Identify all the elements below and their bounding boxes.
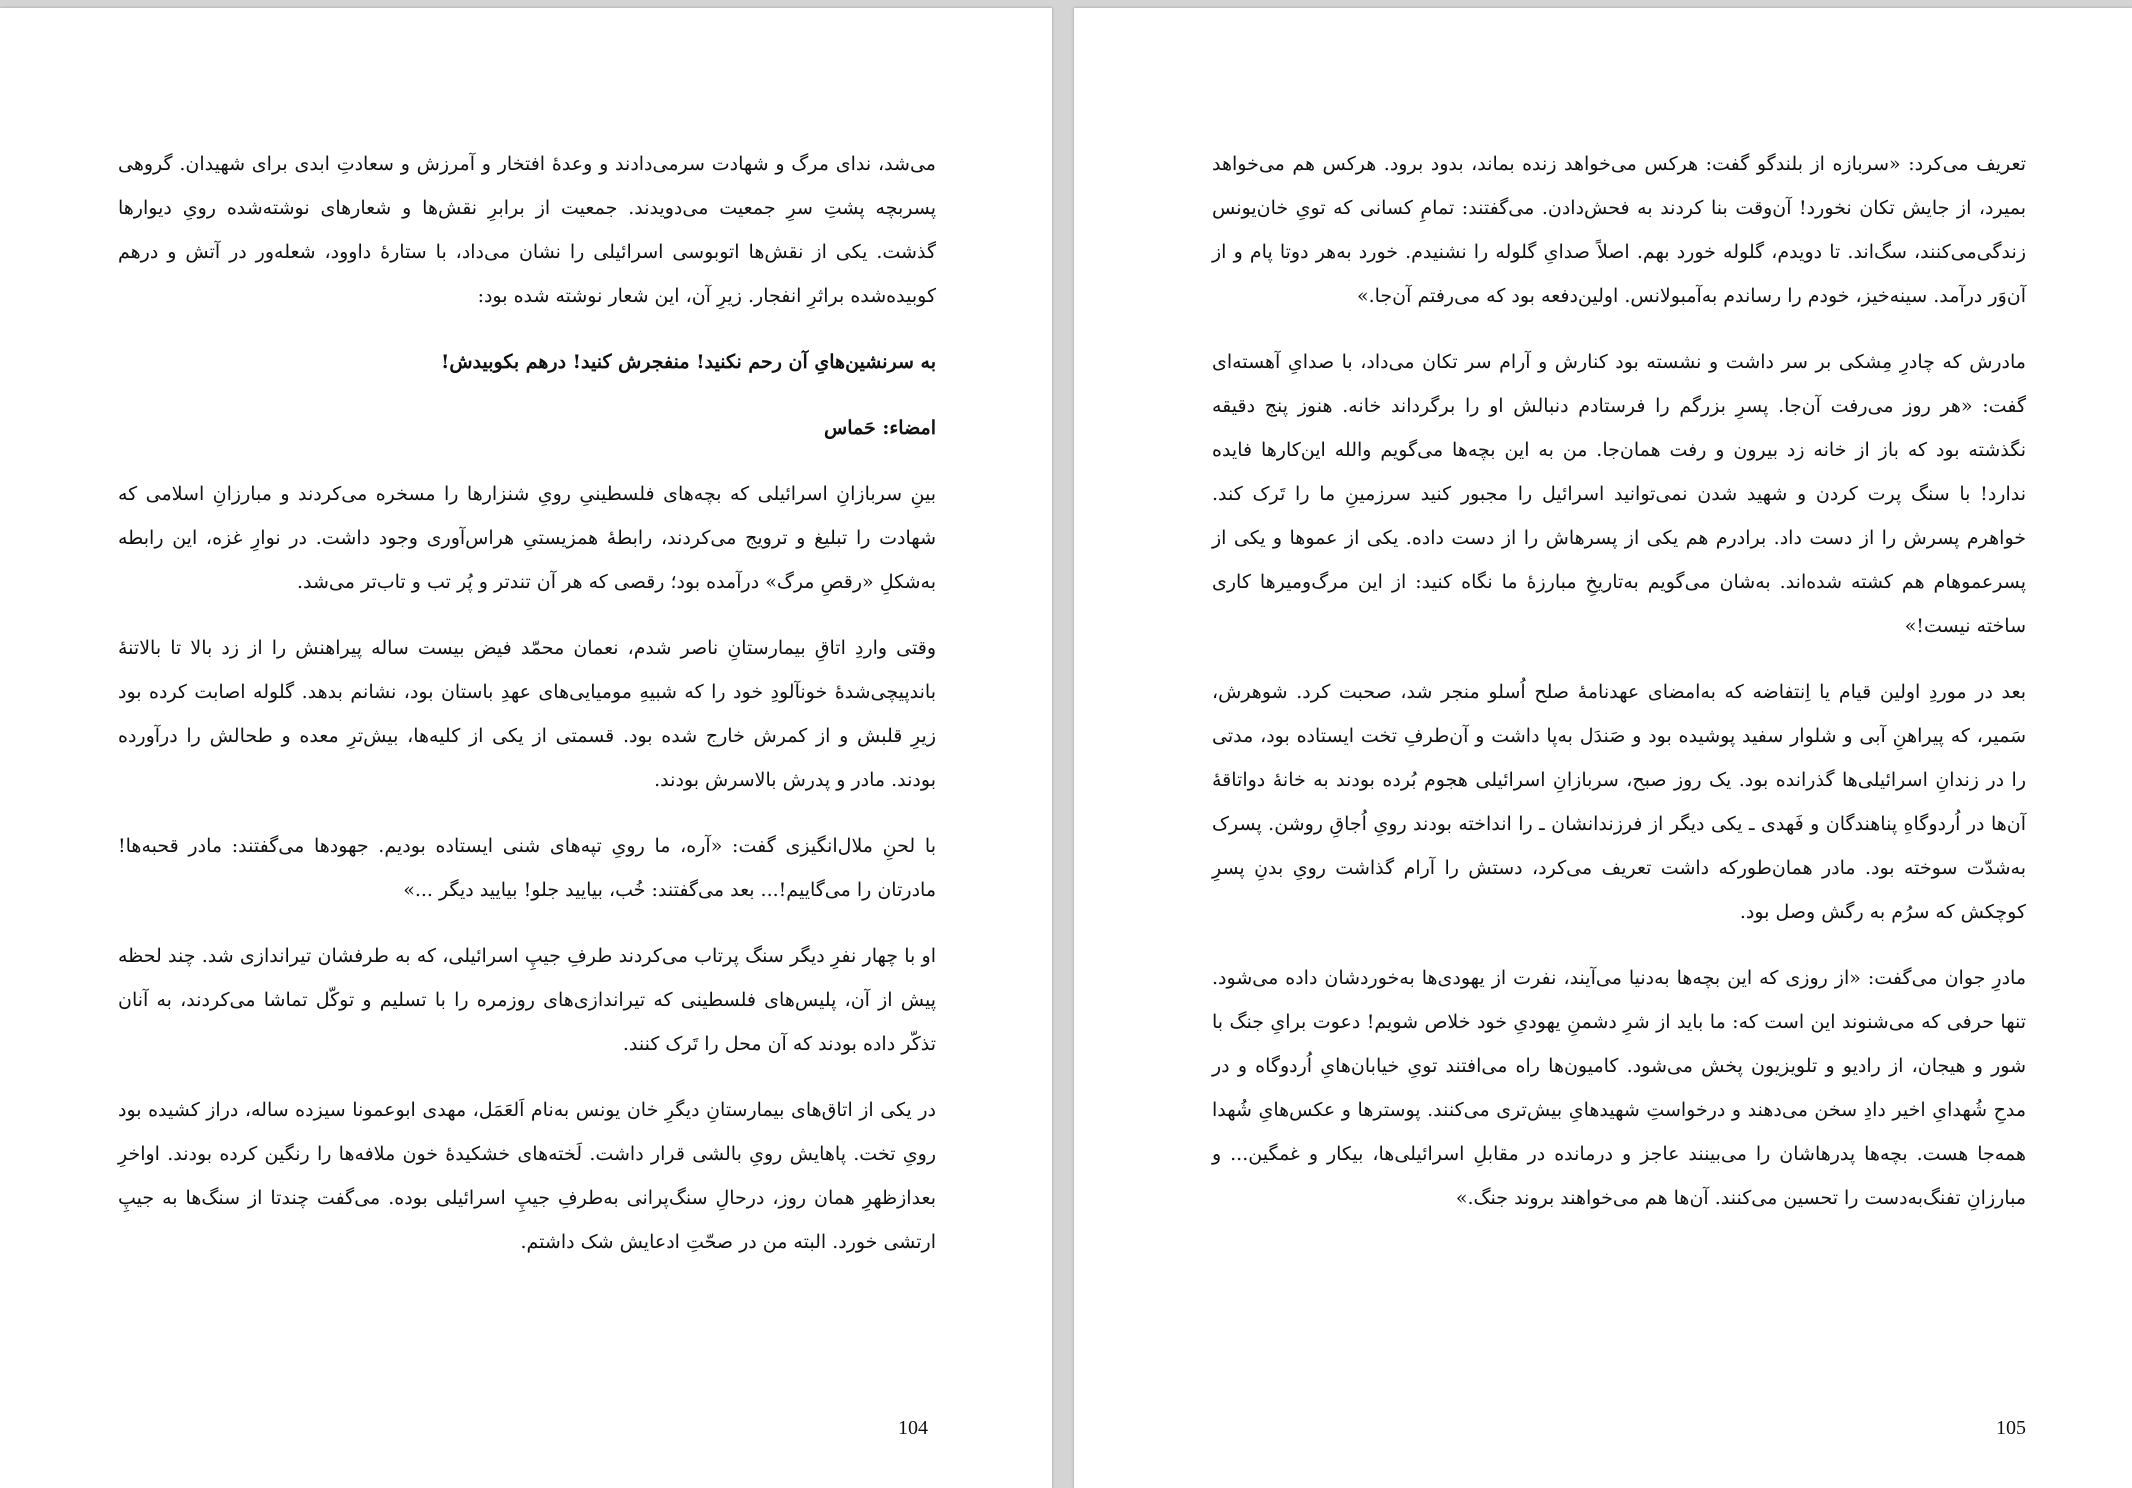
left-paragraph-4: با لحنِ ملال‌انگیزی گفت: «آره، ما رویِ تپه‌های شنی ایستاده بودیم. جهودها می‌گفتند: مادر قحبه‌ها! مادرتان را می‌گاییم!... بعد می‌گفتند: خُب، بیایید جلو! بیایید دیگر ...» xyxy=(118,835,936,901)
right-page-text xyxy=(1212,142,2026,1242)
right-paragraph-3: بعد در موردِ اولین قیام یا اِنتفاضه که به‌امضای عهدنامهٔ صلح اُسلو منجر شد، صحبت کرد. شوهرش، سَمیر، که پیراهنِ آبی و شلوار سفید پوشیده بود و صَندَل به‌پا داشت و آن‌طرفِ تخت ایستاده بود، مدتی را در زندانِ اسرائیلی‌ها گذرانده بود. یک روز صبح، سربازانِ اسرائیلی هجوم بُرده بودند به خانهٔ دواتاقهٔ آن‌ها در اُردوگاهِ پناهندگان و فَهدی ـ یکی دیگر از فرزندانشان ـ را انداخته بودند رویِ اُجاقِ روشن. پسرک به‌شدّت سوخته بود. مادر همان‌طورکه داشت تعریف می‌کرد، دستش را آرام گذاشت رویِ بدنِ پسرِ کوچکش که سرُم به رگش وصل بود. xyxy=(1212,681,2026,923)
page-number-right: 105 xyxy=(1996,1417,2026,1439)
slogan-line: به سرنشین‌هایِ آن رحم نکنید! منفجرش کنید! درهم بکوبیدش! xyxy=(441,351,936,373)
left-paragraph-1: می‌شد، ندای مرگ و شهادت سرمی‌دادند و وعدهٔ افتخار و آمرزش و سعادتِ ابدی برای شهیدان. گروهی پسربچه پشتِ سرِ جمعیت می‌دویدند. جمعیت از برابرِ نقش‌ها و شعارهای نوشته‌شده رویِ دیوارها گذشت. یکی از نقش‌ها اتوبوسی اسرائیلی را نشان می‌داد، با ستارهٔ داوود، شعله‌ور در آتش و درهم کوبیده‌شده براثرِ انفجار. زیرِ آن، این شعار نوشته شده بود: xyxy=(118,153,936,307)
left-page-text xyxy=(118,142,936,1286)
left-paragraph-6: در یکی از اتاق‌های بیمارستانِ دیگرِ خان یونس به‌نام اَلعَمَل، مهدی ابوعمونا سیزده ساله، دراز کشیده بود رویِ تخت. پاهایش رویِ بالشی قرار داشت. لَخته‌های خشکیدهٔ خون ملافه‌ها را رنگین کرده بودند. اواخرِ بعدازظهرِ همان روز، درحالِ سنگ‌پرانی به‌طرفِ جیپِ اسرائیلی بوده. می‌گفت چندتا از سنگ‌ها به جیپِ ارتشی خورد. البته من در صحّتِ ادعایش شک داشتم. xyxy=(118,1099,936,1253)
signature-line: امضاء: حَماس xyxy=(824,417,936,439)
right-paragraph-1: تعریف می‌کرد: «سربازه از بلندگو گفت: هرکس می‌خواهد زنده بماند، بدود برود. هرکس هم می‌خواهد بمیرد، از جایش تکان نخورد! آن‌وقت بنا کردند به فحش‌دادن. می‌گفتند: تمامِ کسانی که تویِ خان‌یونس زندگی‌می‌کنند، سگ‌اند. تا دویدم، گلوله خورد بهم. اصلاً صدایِ گلوله را نشنیدم. خورد به‌هر دوتا پام و از آن‌وَر درآمد. سینه‌خیز، خودم را رساندم به‌آمبولانس. اولین‌دفعه بود که می‌رفتم آن‌جا.» xyxy=(1212,153,2026,307)
left-page xyxy=(0,8,1052,1488)
right-page xyxy=(1074,8,2132,1488)
left-paragraph-2: بینِ سربازانِ اسرائیلی که بچه‌های فلسطینیِ رویِ شنزارها را مسخره می‌کردند و مبارزانِ اسلامی که شهادت را تبلیغ و ترویج می‌کردند، رابطهٔ همزیستیِ هراس‌آوری وجود داشت. در نوارِ غزه، این رابطه به‌شکلِ «رقصِ مرگ» درآمده بود؛ رقصی که هر آن تندتر و پُر تب و تاب‌تر می‌شد. xyxy=(118,483,936,593)
right-paragraph-4: مادرِ جوان می‌گفت: «از روزی که این بچه‌ها به‌دنیا می‌آیند، نفرت از یهودی‌ها به‌خوردشان داده می‌شود. تنها حرفی که می‌شنوند این است که: ما باید از شرِ دشمنِ یهودیِ خود خلاص شویم! دعوت برایِ جنگ با شور و هیجان، از رادیو و تلویزیون پخش می‌شود. کامیون‌ها راه می‌افتند تویِ خیابان‌هایِ اُردوگاه و در مدحِ شُهدایِ اخیر دادِ سخن می‌دهند و درخواستِ شهیدهایِ بیش‌تری می‌کنند. پوسترها و عکس‌هایِ شُهدا همه‌جا هست. بچه‌ها پدرهاشان را می‌بینند عاجز و درمانده در مقابلِ اسرائیلی‌ها، بیکار و غمگین... و مبارزانِ تفنگ‌به‌دست را تحسین می‌کنند. آن‌ها هم می‌خواهند بروند جنگ.» xyxy=(1212,967,2026,1209)
left-paragraph-3: وقتی واردِ اتاقِ بیمارستانِ ناصر شدم، نعمان محمّد فیض بیست ساله پیراهنش را از زد بالا تا بالاتنهٔ باندپیچی‌شدهٔ خونآلودِ خود را که شبیهِ مومیایی‌های عهدِ باستان بود، نشانم بدهد. گلوله اصابت کرده بود زیرِ قلبش و از کمرش خارج شده بود. قسمتی از یکی از کلیه‌ها، بیش‌ترِ معده و طحالش را درآورده بودند. مادر و پدرش بالاسرش بودند. xyxy=(118,637,936,791)
left-paragraph-5: او با چهار نفرِ دیگر سنگ پرتاب می‌کردند طرفِ جیپِ اسرائیلی، که به طرفشان تیراندازی شد. چند لحظه پیش از آن، پلیس‌های فلسطینی که تیراندازی‌های روزمره را با تسلیم و توکّل تماشا می‌کردند، به آنان تذکّر داده بودند که آن محل را تَرک کنند. xyxy=(118,945,936,1055)
right-paragraph-2: مادرش که چادرِ مِشکی بر سر داشت و نشسته بود کنارش و آرام سر تکان می‌داد، با صدایِ آهسته‌ای گفت: «هر روز می‌رفت آن‌جا. پسرِ بزرگم را فرستادم دنبالش او را برگرداند خانه. هنوز پنج دقیقه نگذشته بود که باز از خانه زد بیرون و رفت همان‌جا. من به این بچه‌ها می‌گویم والله این‌کارها فایده ندارد! با سنگ پرت کردن و شهید شدن نمی‌توانید اسرائیل را مجبور کنید سرزمینِ ما را تَرک کند. خواهرم پسرش را از دست داد. برادرم هم یکی از پسرهاش را از دست داده. یکی از عموها و یکی از پسرعموهام هم کشته شده‌اند. به‌شان می‌گویم به‌تاریخِ مبارزهٔ ما نگاه کنید: از این مرگ‌ومیرها کاری ساخته نیست!» xyxy=(1212,351,2026,637)
page-number-left: 104 xyxy=(898,1417,928,1439)
